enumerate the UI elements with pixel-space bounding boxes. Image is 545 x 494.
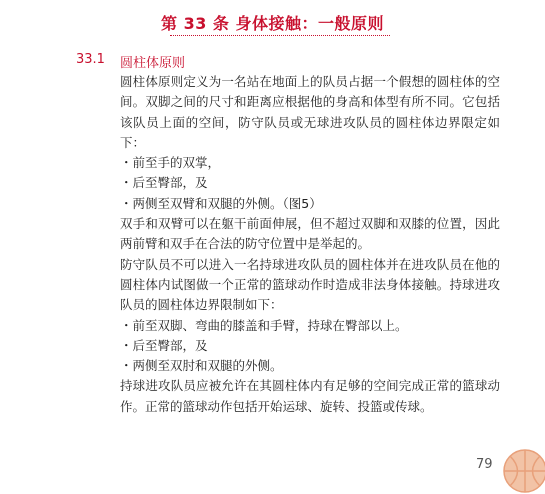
list-item: ・后至臀部，及 xyxy=(120,175,208,191)
list-item: ・前至双脚、弯曲的膝盖和手臂，持球在臀部以上。 xyxy=(120,317,408,333)
paragraph-offense: 防守队员不可以进入一名持球进攻队员的圆柱体并在进攻队员在他的圆柱体内试图做一个正常的篮球动作时造成非法身体接触。持球进攻队员的圆柱体边界限制如下： xyxy=(120,256,500,313)
list-item: ・两侧至双臂和双腿的外侧。（图5） xyxy=(120,195,322,211)
paragraph-closing: 持球进攻队员应被允许在其圆柱体内有足够的空间完成正常的篮球动作。正常的篮球动作包括开始运球、旋转、投篮或传球。 xyxy=(120,378,500,414)
list-item: ・两侧至双肘和双腿的外侧。 xyxy=(120,358,283,374)
list-item: ・后至臀部，及 xyxy=(120,337,208,353)
list-item: ・前至手的双掌， xyxy=(120,155,221,171)
title-divider xyxy=(170,35,390,36)
section-heading: 圆柱体原则 xyxy=(120,56,186,71)
section-number: 33.1 xyxy=(76,52,105,67)
article-body xyxy=(120,72,500,417)
page-title: 第 33 条 身体接触：一般原则 xyxy=(161,14,384,33)
page-number: 79 xyxy=(476,457,493,472)
paragraph-intro: 圆柱体原则定义为一名站在地面上的队员占据一个假想的圆柱体的空间。双脚之间的尺寸和距离应根据他的身高和体型有所不同。它包括该队员上面的空间，防守队员或无球进攻队员的圆柱体边界限定如下： xyxy=(120,74,500,150)
paragraph-arms: 双手和双臂可以在躯干前面伸展，但不超过双脚和双膝的位置，因此两前臂和双手在合法的防守位置中是举起的。 xyxy=(120,216,500,252)
basketball-icon xyxy=(502,448,545,494)
